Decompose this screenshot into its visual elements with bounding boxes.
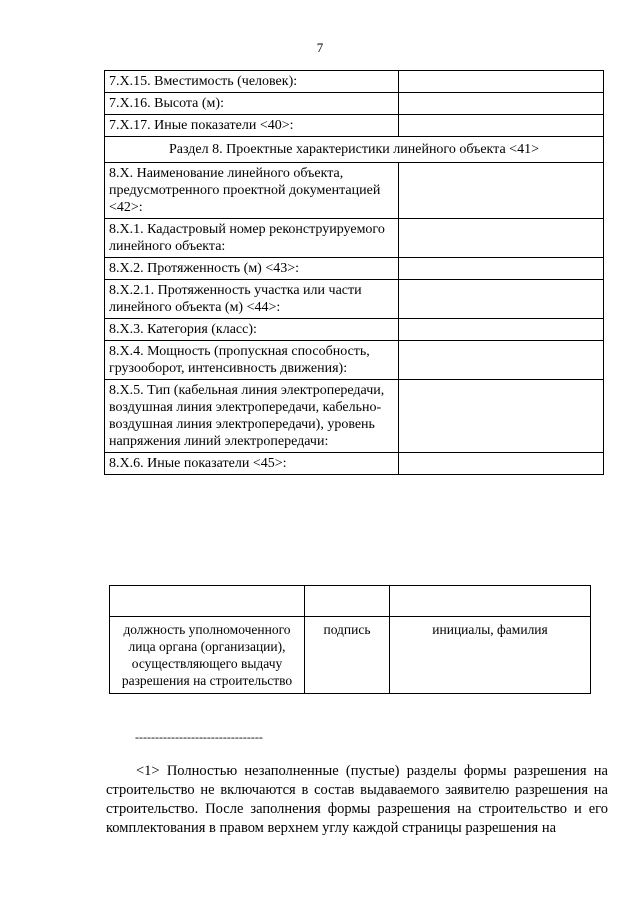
- position-caption: должность уполномоченного лица органа (организации), осуществляющего выдачу разрешения на строительство: [110, 617, 305, 694]
- row-value-cell: [399, 280, 604, 319]
- row-label: 7.Х.15. Вместимость (человек):: [105, 71, 399, 93]
- signature-caption: подпись: [305, 617, 390, 694]
- row-label: 8.Х.2. Протяженность (м) <43>:: [105, 258, 399, 280]
- row-value-cell: [399, 453, 604, 475]
- row-label: 8.Х.2.1. Протяженность участка или части линейного объекта (м) <44>:: [105, 280, 399, 319]
- row-value-cell: [399, 380, 604, 453]
- row-value-cell: [399, 219, 604, 258]
- row-label: 8.Х.6. Иные показатели <45>:: [105, 453, 399, 475]
- row-label: 8.Х.5. Тип (кабельная линия электропередачи, воздушная линия электропередачи, кабельно-воздушная линия электропередачи), уровень напряжения линий электропередачи:: [105, 380, 399, 453]
- signature-blank-row: [110, 586, 591, 617]
- row-value-cell: [399, 71, 604, 93]
- row-label: 8.Х.4. Мощность (пропускная способность, грузооборот, интенсивность движения):: [105, 341, 399, 380]
- page-number: 7: [316, 40, 324, 55]
- table-row: [105, 453, 604, 475]
- table-row: [105, 280, 604, 319]
- row-label: 7.Х.16. Высота (м):: [105, 93, 399, 115]
- row-label: 8.Х. Наименование линейного объекта, предусмотренного проектной документацией <42>:: [105, 163, 399, 219]
- row-value-cell: [399, 319, 604, 341]
- position-blank-cell: [110, 586, 305, 617]
- footnote-text: <1> Полностью незаполненные (пустые) разделы формы разрешения на строительство не включаются в состав выдаваемого заявителю разрешения на строительство. После заполнения формы разрешения на строительство и его комплектования в правом верхнем углу каждой страницы разрешения на: [106, 763, 608, 836]
- signature-table: [109, 585, 591, 694]
- table-row: [105, 115, 604, 137]
- table-row: [105, 319, 604, 341]
- row-value-cell: [399, 163, 604, 219]
- name-caption: инициалы, фамилия: [390, 617, 591, 694]
- section-header-row: [105, 137, 604, 163]
- table-row: [105, 163, 604, 219]
- row-label: 7.Х.17. Иные показатели <40>:: [105, 115, 399, 137]
- row-value-cell: [399, 341, 604, 380]
- footnote-separator: --------------------------------: [135, 730, 263, 744]
- row-label: 8.Х.1. Кадастровый номер реконструируемого линейного объекта:: [105, 219, 399, 258]
- signature-blank-cell: [305, 586, 390, 617]
- characteristics-table: [104, 70, 604, 475]
- name-blank-cell: [390, 586, 591, 617]
- row-value-cell: [399, 258, 604, 280]
- table-row: [105, 219, 604, 258]
- signature-caption-row: [110, 617, 591, 694]
- table-row: [105, 71, 604, 93]
- table-row: [105, 258, 604, 280]
- table-row: [105, 93, 604, 115]
- section-title: Раздел 8. Проектные характеристики линейного объекта <41>: [105, 137, 604, 163]
- row-label: 8.Х.3. Категория (класс):: [105, 319, 399, 341]
- row-value-cell: [399, 115, 604, 137]
- table-row: [105, 341, 604, 380]
- table-row: [105, 380, 604, 453]
- row-value-cell: [399, 93, 604, 115]
